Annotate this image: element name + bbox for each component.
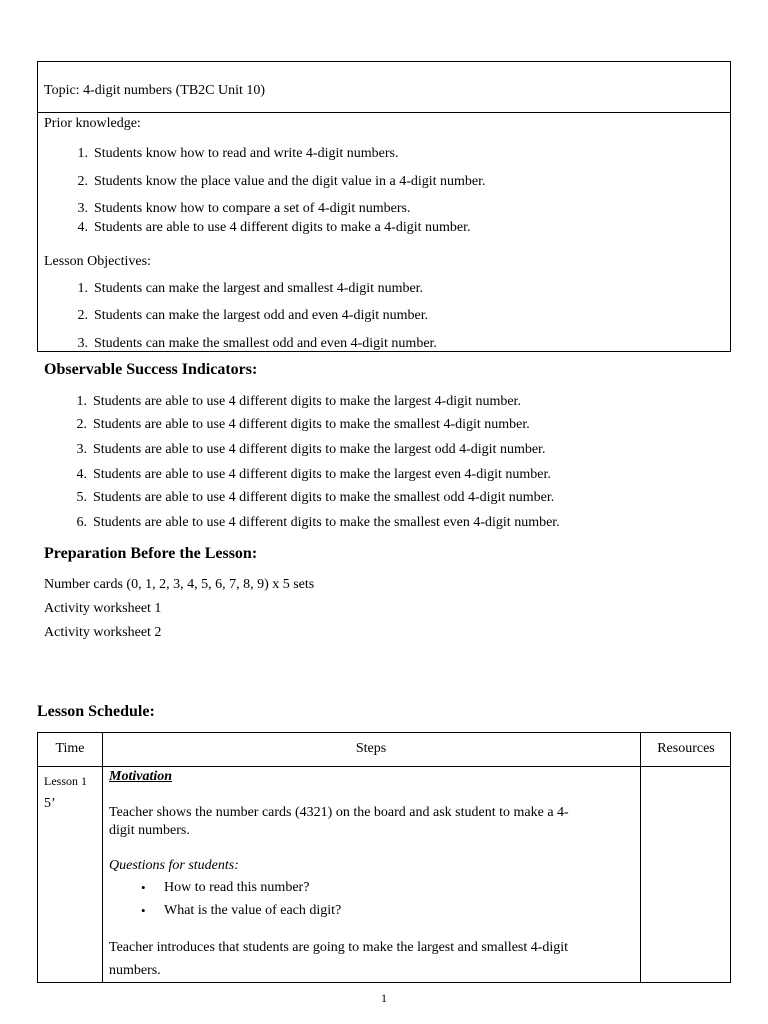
questions-label: Questions for students: <box>109 858 239 873</box>
schedule-table: Time Steps Resources Lesson 1 5’ Motivation Teacher shows the number cards (4321) on the board and ask student to make a 4- digit numbers. Questions for students: • How to read this number? • What is the value of each digit? Teacher introduces that students are going to make the largest and smallest 4-digit numbers. <box>37 732 731 983</box>
close-line-2: numbers. <box>109 963 161 978</box>
indicators-heading: Observable Success Indicators: <box>44 361 258 378</box>
preparation-item: Activity worksheet 2 <box>44 625 162 640</box>
preparation-item: Activity worksheet 1 <box>44 601 162 616</box>
lesson-label: Lesson 1 <box>44 774 87 788</box>
header-time: Time <box>55 741 85 756</box>
preparation-item: Number cards (0, 1, 2, 3, 4, 5, 6, 7, 8, 9) x 5 sets <box>44 577 315 592</box>
preparation-heading: Preparation Before the Lesson: <box>44 545 258 562</box>
topic-row <box>38 62 730 113</box>
intro-line-1: Teacher shows the number cards (4321) on the board and ask student to make a 4- <box>109 805 569 820</box>
topic-title: Topic: 4-digit numbers (TB2C Unit 10) <box>44 83 266 98</box>
lesson-objectives-label: Lesson Objectives: <box>44 254 151 269</box>
prior-knowledge-label: Prior knowledge: <box>44 116 141 131</box>
close-line-1: Teacher introduces that students are going to make the largest and smallest 4-digit <box>109 940 569 955</box>
motivation-heading: Motivation <box>109 769 173 784</box>
page-number: 1 <box>381 991 387 1005</box>
lesson-duration: 5’ <box>44 796 56 811</box>
header-resources: Resources <box>657 741 715 756</box>
schedule-heading: Lesson Schedule: <box>37 703 155 720</box>
lesson-info-box: Topic: 4-digit numbers (TB2C Unit 10) Prior knowledge: 1. Students know how to read and write 4-digit numbers. 2. Students know the place value and the digit value in a 4-digit number. 3. Students know how to compare a set of 4-digit numbers. 4. Students are able to use 4 different digits to make a 4-digit number. Lesson Objectives: 1. Students can make the largest and smallest 4-digit number. 2. Students can make the largest odd and even 4-digit number. 3. Students can make the smallest odd and even 4-digit number. <box>37 61 731 352</box>
header-steps: Steps <box>355 741 387 756</box>
intro-line-2: digit numbers. <box>109 823 190 838</box>
